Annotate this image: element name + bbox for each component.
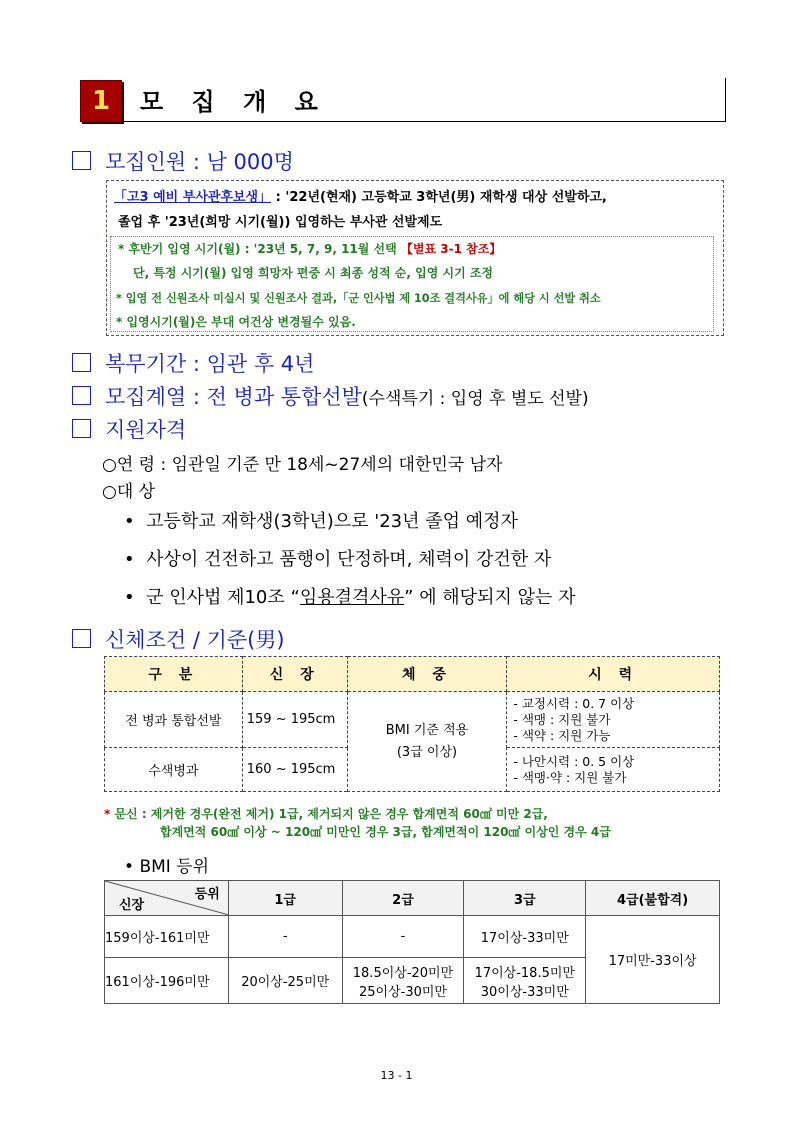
age-requirement: ○연 령 : 임관일 기준 만 18세~27세의 대한민국 남자 (102, 455, 503, 475)
weight-line-1: BMI 기준 적용 (385, 722, 469, 738)
bullet-icon: • (124, 549, 135, 570)
cell-grade-3: 17이상-33미만 (464, 916, 586, 958)
heading-field (72, 381, 589, 411)
col-header-vision: 시 력 (507, 657, 720, 692)
bullet-icon: • (124, 587, 135, 608)
checkbox-square-icon (72, 353, 91, 372)
col-header-grade-2: 2급 (342, 881, 464, 916)
bmi-grade-table (104, 880, 720, 1004)
note-line-2: 단, 특정 시기(월) 입영 희망자 편중 시 최종 성적 순, 입영 시기 조정 (133, 266, 494, 280)
intro-line-1-rest: : '22년(현재) 고등학교 3학년(男) 재학생 대상 선발하고, (271, 190, 607, 205)
cell-category: 전 병과 통합선발 (105, 692, 243, 748)
cell-grade-2: - (342, 916, 464, 958)
intro-line-1 (114, 186, 607, 205)
section-title: 모 집 개 요 (140, 88, 328, 116)
heading-physical-text: 신체조건 / 기준(男) (105, 628, 285, 652)
heading-service (72, 348, 314, 378)
col-header-weight: 체 중 (347, 657, 507, 692)
table-row (105, 692, 720, 748)
cell-grade-2 (342, 958, 464, 1004)
note-line-4: * 입영시기(월)은 부대 여건상 변경될수 있음. (116, 315, 356, 329)
vision-line: - 나안시력 : 0. 5 이상 (513, 753, 635, 769)
cell-category: 수색병과 (105, 748, 243, 792)
heading-qualification-text: 지원자격 (105, 418, 187, 442)
note-star-icon: * (104, 807, 111, 821)
checkbox-square-icon (72, 629, 91, 648)
vision-line: - 색맹 : 지원 불가 (513, 711, 611, 727)
heading-field-text: 모집계열 : 전 병과 통합선발 (105, 385, 362, 409)
cell-height-range: 161이상-196미만 (105, 958, 229, 1004)
grade-2-line: 25이상-30미만 (358, 984, 447, 1000)
page-number: 13 - 1 (380, 1069, 413, 1082)
checkbox-square-icon (72, 419, 91, 438)
bullet-3-underlined: 임용결격사유 (299, 587, 405, 608)
grade-3-line: 17이상-18.5미만 (474, 965, 575, 981)
bullet-icon: • (124, 511, 135, 532)
table-header-row (105, 881, 720, 916)
cell-height: 159 ~ 195cm (242, 692, 347, 748)
bmi-label (124, 852, 209, 877)
intro-line-2: 졸업 후 '23년(희망 시기(월)) 입영하는 부사관 선발제도 (118, 215, 443, 230)
col-header-grade-3: 3급 (464, 881, 586, 916)
tattoo-note-1 (104, 805, 548, 822)
cell-height: 160 ~ 195cm (242, 748, 347, 792)
grade-3-line: 30이상-33미만 (480, 984, 569, 1000)
table-header-row (105, 657, 720, 692)
heading-recruit (72, 146, 294, 176)
bullet-3-post: ” 에 해당되지 않는 자 (404, 587, 576, 608)
tattoo-note-2: 합계면적 60㎠ 이상 ~ 120㎠ 미만인 경우 3급, 합계면적이 120㎠ 이상인 경우 4급 (160, 825, 611, 839)
cell-grade-1: - (228, 916, 342, 958)
note-1-text: * 후반기 입영 시기(월) : '23년 5, 7, 9, 11월 선택 (118, 242, 401, 256)
corner-label-grade: 등위 (194, 887, 220, 902)
appendix-reference: 【별표 3-1 참조】 (400, 242, 502, 256)
bullet-1-text: 고등학교 재학생(3학년)으로 '23년 졸업 예정자 (146, 511, 518, 532)
cell-vision (507, 748, 720, 792)
grade-2-line: 18.5이상-20미만 (352, 965, 454, 981)
col-header-grade-1: 1급 (228, 881, 342, 916)
note-line-1 (118, 240, 501, 257)
cell-height-range: 159이상-161미만 (105, 916, 229, 958)
note-line-3: * 입영 전 신원조사 미실시 및 신원조사 결과,「군 인사법 제 10조 결격사유」에 해당 시 선발 취소 (116, 292, 601, 305)
physical-criteria-table (104, 656, 720, 792)
heading-qualification (72, 414, 186, 444)
col-header-category: 구 분 (105, 657, 243, 692)
heading-recruit-text: 모집인원 : 남 000명 (105, 150, 294, 174)
bmi-label-text: BMI 등위 (139, 857, 210, 877)
title-underline (122, 121, 726, 122)
heading-physical (72, 624, 285, 654)
title-rule-vertical (725, 78, 726, 122)
table-row (105, 916, 720, 958)
vision-line: - 색맹·약 : 지원 불가 (513, 769, 627, 785)
vision-line: - 색약 : 지원 가능 (513, 727, 611, 743)
heading-field-tail: (수색특기 : 입영 후 별도 선발) (361, 389, 589, 409)
cell-grade-4: 17미만-33이상 (586, 916, 720, 1004)
checkbox-square-icon (72, 151, 91, 170)
program-label: 「고3 예비 부사관후보생」 (114, 190, 272, 205)
checkbox-square-icon (72, 386, 91, 405)
section-number-badge: 1 (80, 80, 122, 122)
target-bullet-1 (124, 507, 518, 533)
vision-line: - 교정시력 : 0. 7 이상 (513, 695, 635, 711)
col-header-height: 신 장 (242, 657, 347, 692)
corner-label-height: 신장 (119, 898, 145, 913)
target-bullet-3 (124, 583, 575, 609)
cell-grade-3 (464, 958, 586, 1004)
bullet-2-text: 사상이 건전하고 품행이 단정하며, 체력이 강건한 자 (146, 549, 552, 570)
target-bullet-2 (124, 545, 551, 571)
cell-weight (347, 692, 507, 792)
weight-line-2: (3급 이상) (396, 744, 458, 760)
cell-grade-1: 20이상-25미만 (228, 958, 342, 1004)
tattoo-note-1-text: 문신 : 제거한 경우(완전 제거) 1급, 제거되지 않은 경우 합계면적 60㎠ 미만 2급, (110, 807, 548, 821)
diagonal-header-cell (105, 881, 229, 916)
cell-vision (507, 692, 720, 748)
bullet-3-pre: 군 인사법 제10조 “ (146, 587, 300, 608)
target-label: ○대 상 (102, 482, 156, 502)
heading-service-text: 복무기간 : 임관 후 4년 (105, 352, 315, 376)
bullet-icon: • (124, 857, 135, 877)
col-header-grade-4: 4급(불합격) (586, 881, 720, 916)
